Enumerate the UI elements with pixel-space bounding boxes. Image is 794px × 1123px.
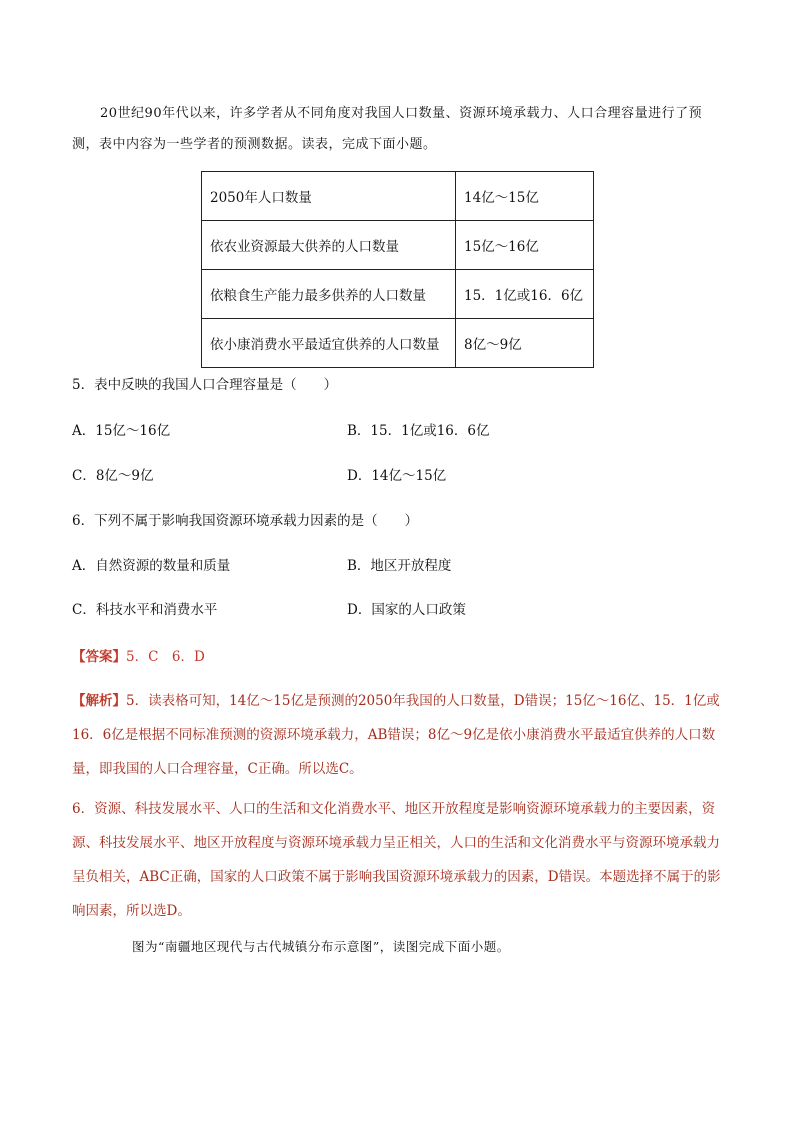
answer-line <box>72 645 205 665</box>
answer-tag: 【答案】 <box>72 649 126 665</box>
table-cell-label: 依粮食生产能力最多供养的人口数量 <box>202 270 456 319</box>
question-5-option-c: C．8亿～9亿 <box>72 468 154 484</box>
next-question-intro: 图为“南疆地区现代与古代城镇分布示意图”，读图完成下面小题。 <box>132 939 510 954</box>
table-row <box>202 221 594 270</box>
question-5-option-a: A．15亿～16亿 <box>72 423 171 439</box>
table-cell-label: 依小康消费水平最适宜供养的人口数量 <box>202 319 456 368</box>
table-cell-value: 8亿～9亿 <box>456 319 594 368</box>
analysis-q5 <box>72 684 726 786</box>
answer-text: 5．C 6．D <box>126 649 205 665</box>
analysis-q5-text: 5．读表格可知，14亿～15亿是预测的2050年我国的人口数量，D错误；15亿～16亿、15．1亿或16．6亿是根据不同标准预测的资源环境承载力，AB错误；8亿～9亿是依小康消费水平最适宜供养的人口数量，即我国的人口合理容量，C正确。所以选C。 <box>72 693 720 777</box>
question-6-stem: 6．下列不属于影响我国资源环境承载力因素的是（ ） <box>72 513 419 529</box>
table-row <box>202 319 594 368</box>
table-cell-value: 15．1亿或16．6亿 <box>456 270 594 319</box>
intro-paragraph: 20世纪90年代以来，许多学者从不同角度对我国人口数量、资源环境承载力、人口合理容量进行了预测，表中内容为一些学者的预测数据。读表，完成下面小题。 <box>72 106 703 152</box>
analysis-q6: 6．资源、科技发展水平、人口的生活和文化消费水平、地区开放程度是影响资源环境承载力的主要因素，资源、科技发展水平、地区开放程度与资源环境承载力呈正相关，人口的生活和文化消费水平与资源环境承载力呈负相关，ABC正确，国家的人口政策不属于影响我国资源环境承载力的因素，D错误。本题选择不属于的影响因素，所以选D。 <box>72 801 721 919</box>
analysis-tag: 【解析】 <box>72 693 126 709</box>
question-5-option-b: B．15．1亿或16．6亿 <box>347 423 490 439</box>
question-6-option-c: C．科技水平和消费水平 <box>72 602 218 618</box>
table-cell-value: 15亿～16亿 <box>456 221 594 270</box>
table-row <box>202 270 594 319</box>
question-6-option-b: B．地区开放程度 <box>347 558 452 574</box>
prediction-table <box>201 171 594 368</box>
question-6-option-a: A．自然资源的数量和质量 <box>72 558 231 574</box>
table-cell-label: 依农业资源最大供养的人口数量 <box>202 221 456 270</box>
question-5-option-d: D．14亿～15亿 <box>347 468 447 484</box>
question-5-stem: 5．表中反映的我国人口合理容量是（ ） <box>72 377 338 393</box>
table-row <box>202 172 594 221</box>
table-cell-value: 14亿～15亿 <box>456 172 594 221</box>
table-cell-label: 2050年人口数量 <box>202 172 456 221</box>
question-6-option-d: D．国家的人口政策 <box>347 602 466 618</box>
